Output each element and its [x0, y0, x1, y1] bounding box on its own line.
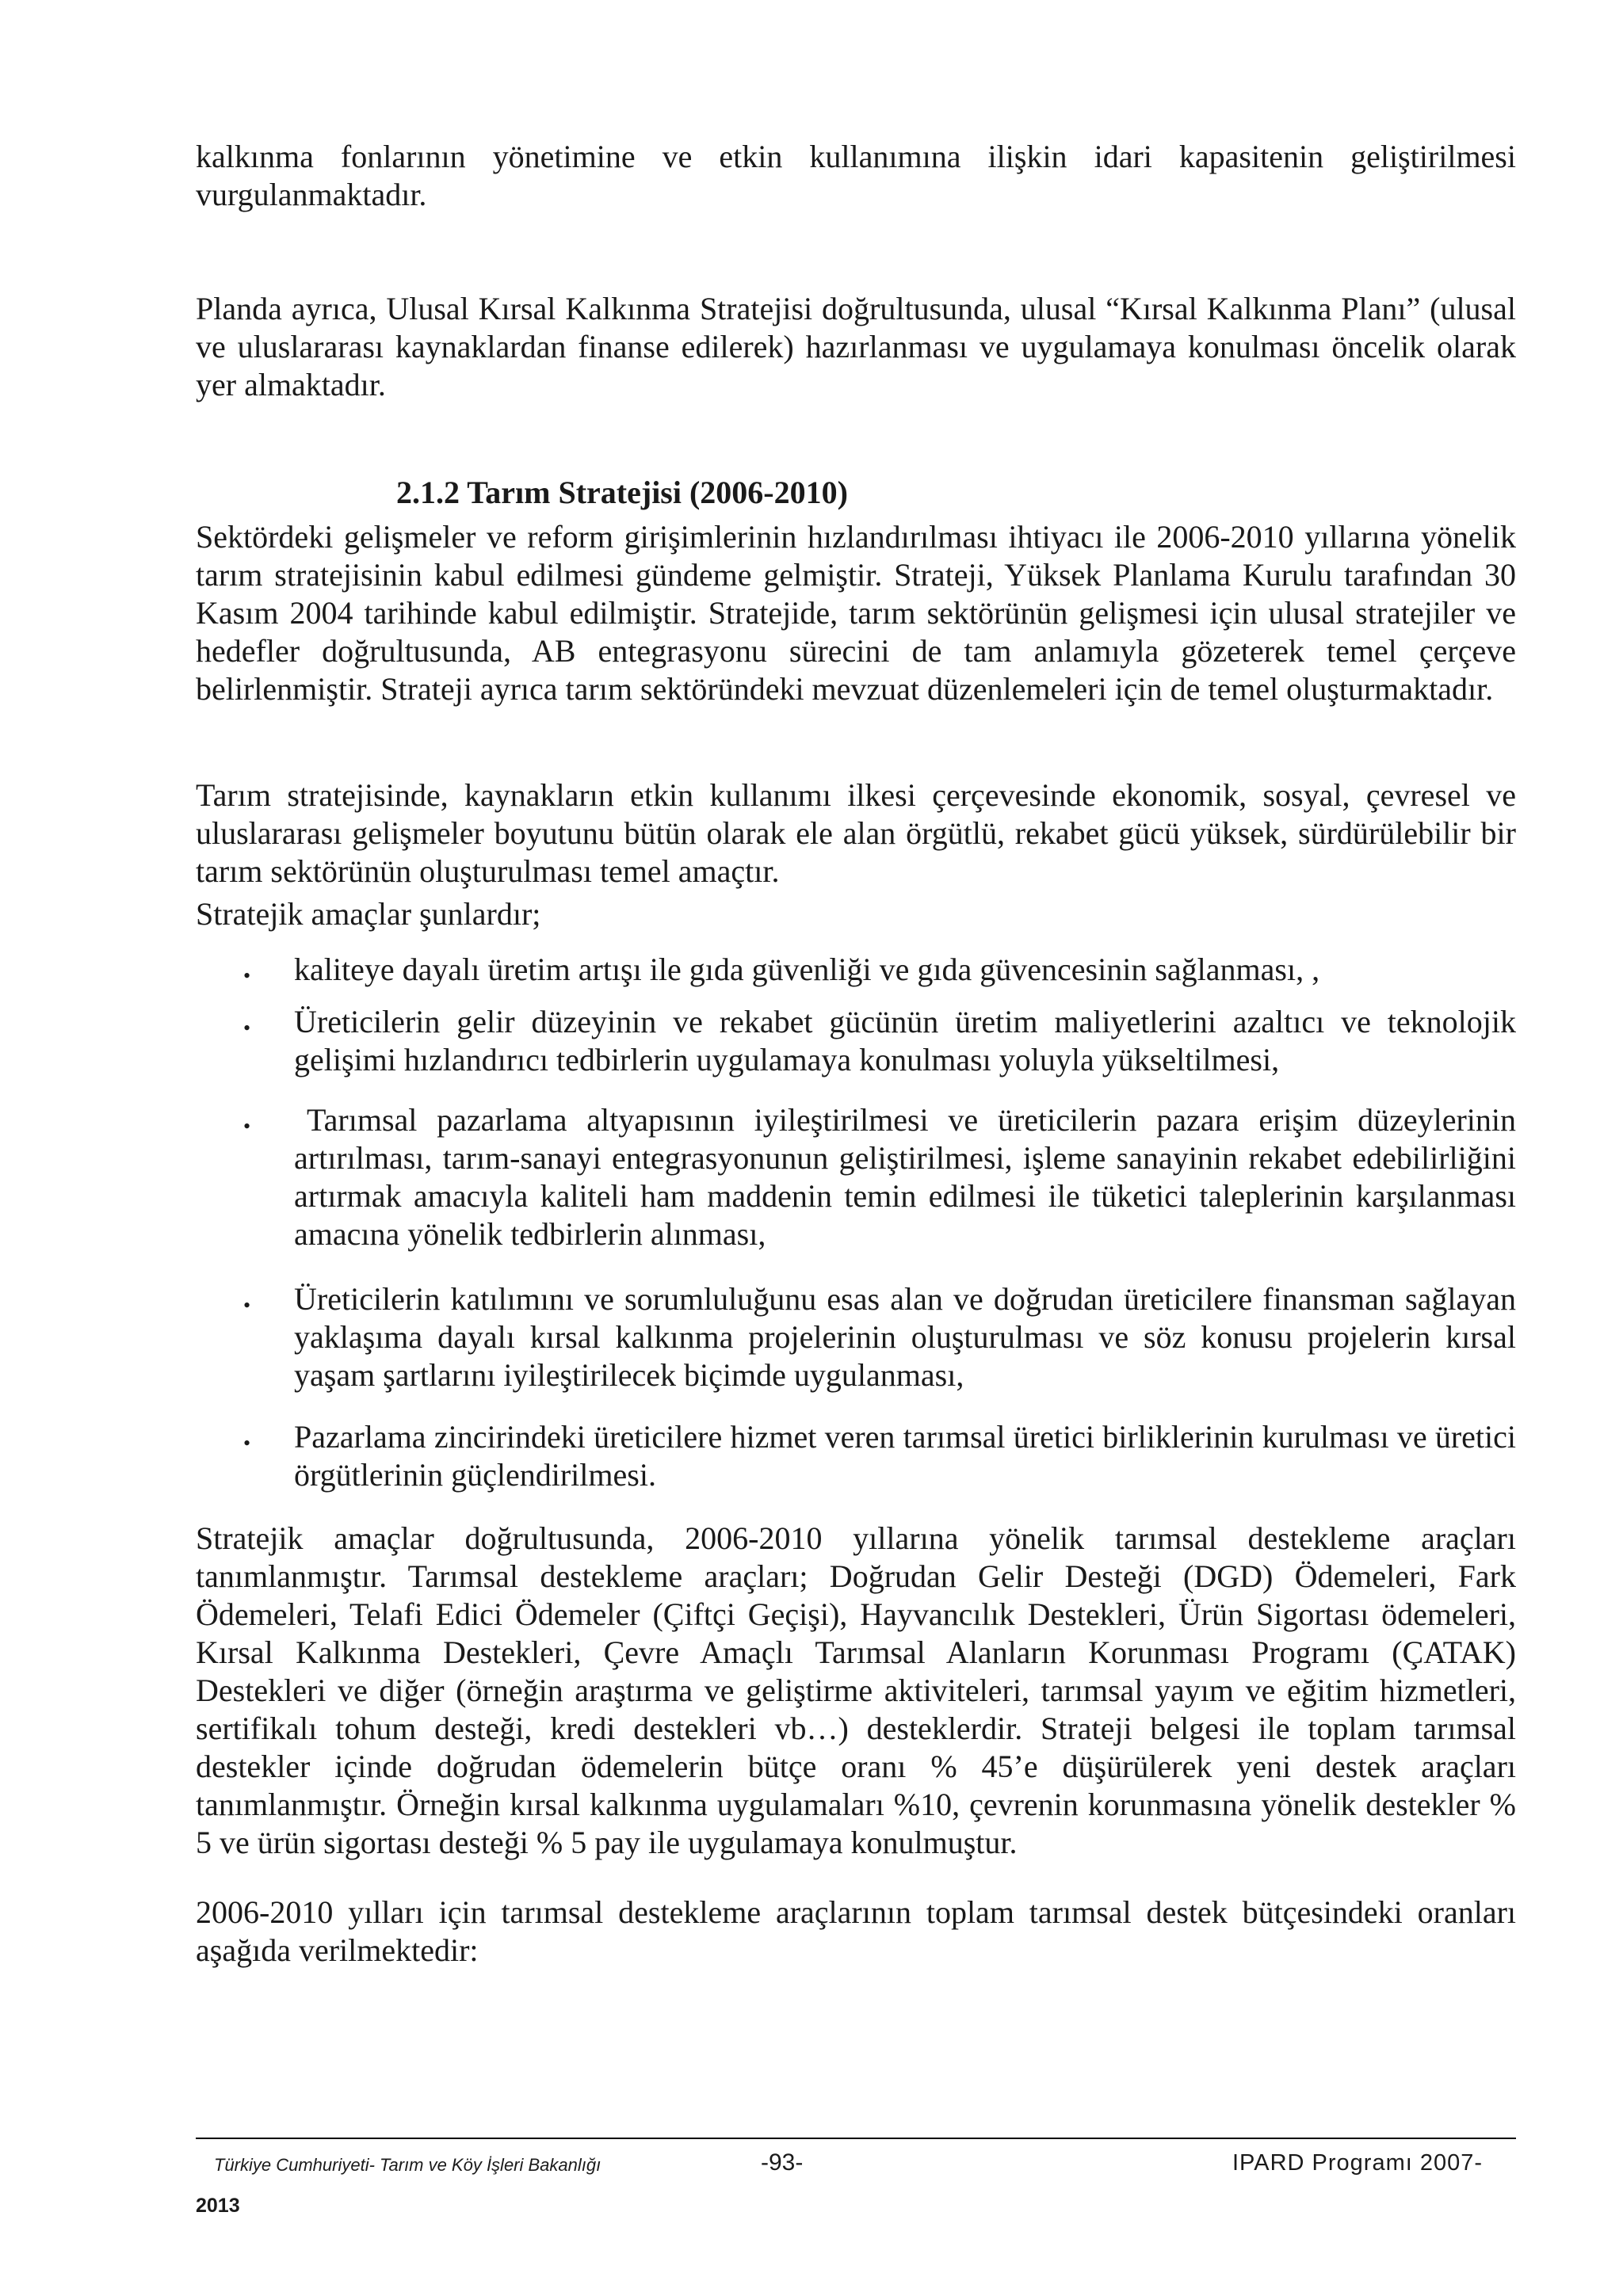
paragraph-support-ratios: 2006-2010 yılları için tarımsal destekleme araçlarının toplam tarımsal destek bütçesindeki oranları aşağıda verilmektedir: — [196, 1894, 1516, 1968]
paragraph-strategy-intro: Sektördeki gelişmeler ve reform girişimlerinin hızlandırılması ihtiyacı ile 2006-2010 yıllarına yönelik tarım stratejisinin kabul edilmesi gündeme gelmiştir. Strateji, Yüksek Planlama Kurulu tarafından 30 Kasım 2004 tarihinde kabul edilmiştir. Stratejide, tarım sektörünün gelişmesi için ulusal stratejiler ve hedefler doğrultusunda, AB entegrasyonu sürecini de tam anlamıyla gözeterek temel çerçeve belirlenmiştir. Strateji ayrıca tarım sektöründeki mevzuat düzenlemeleri için de temel oluşturmaktadır. — [196, 519, 1516, 707]
paragraph-rural-plan: Planda ayrıca, Ulusal Kırsal Kalkınma Stratejisi doğrultusunda, ulusal “Kırsal Kalkınma Planı” (ulusal ve uluslararası kaynaklardan finanse edilerek) hazırlanması ve uygulamaya konulması öncelik olarak yer almaktadır. — [196, 291, 1516, 402]
bullet-icon: • — [243, 1115, 251, 1138]
bullet-icon: • — [243, 1294, 251, 1317]
bullet-icon: • — [243, 1016, 251, 1039]
list-item-text: Üreticilerin gelir düzeyinin ve rekabet gücünün üretim maliyetlerini azaltıcı ve teknolojik gelişimi hızlandırıcı tedbirlerin uygulamaya konulması yoluyla yükseltilmesi, — [294, 1004, 1516, 1077]
footer-program-title: IPARD Programı 2007- — [1232, 2150, 1484, 2176]
list-item-text: Pazarlama zincirindeki üreticilere hizmet veren tarımsal üretici birliklerinin kurulması ve üretici örgütlerinin güçlendirilmesi. — [294, 1419, 1516, 1493]
bullet-icon: • — [243, 964, 251, 987]
list-item-text: Tarımsal pazarlama altyapısının iyileştirilmesi ve üreticilerin pazara erişim düzeylerinin artırılması, tarım-sanayi entegrasyonunun geliştirilmesi, işleme sanayinin rekabet edebilirliğini artırmak amacıyla kaliteli ham maddenin temin edilmesi ile tüketici taleplerinin karşılanması amacına yönelik tedbirlerin alınması, — [294, 1102, 1516, 1252]
list-item-text: Üreticilerin katılımını ve sorumluluğunu esas alan ve doğrudan üreticilere finansman sağlayan yaklaşıma dayalı kırsal kalkınma projelerinin oluşturulması ve söz konusu projelerin kırsal yaşam şartlarını iyileştirilecek biçimde uygulanması, — [294, 1281, 1516, 1393]
footer-ministry: Türkiye Cumhuriyeti- Tarım ve Köy İşleri Bakanlığı — [214, 2155, 601, 2175]
bullet-icon: • — [243, 1432, 251, 1455]
objectives-intro: Stratejik amaçlar şunlardır; — [196, 896, 541, 932]
page-number: -93- — [761, 2149, 804, 2176]
footer-program-year: 2013 — [196, 2195, 240, 2217]
paragraph-support-tools: Stratejik amaçlar doğrultusunda, 2006-2010 yıllarına yönelik tarımsal destekleme araçları tanımlanmıştır. Tarımsal destekleme araçları; Doğrudan Gelir Desteği (DGD) Ödemeleri, Fark Ödemeleri, Telafi Edici Ödemeler (Çiftçi Geçişi), Hayvancılık Destekleri, Ürün Sigortası ödemeleri, Kırsal Kalkınma Destekleri, Çevre Amaçlı Tarımsal Alanların Korunması Programı (ÇATAK) Destekleri ve diğer (örneğin araştırma ve geliştirme aktiviteleri, tarımsal yayım ve eğitim hizmetleri, sertifikalı tohum desteği, kredi destekleri vb…) desteklerdir. Strateji belgesi ile toplam tarımsal destekler içinde doğrudan ödemelerin bütçe oranı % 45’e düşürülerek yeni destek araçları tanımlanmıştır. Örneğin kırsal kalkınma uygulamaları %10, çevrenin korunmasına yönelik destekler % 5 ve ürün sigortası desteği % 5 pay ile uygulamaya konulmuştur. — [196, 1520, 1516, 1860]
footer-divider — [196, 2138, 1516, 2139]
section-heading: 2.1.2 Tarım Stratejisi (2006-2010) — [396, 475, 848, 510]
paragraph-strategy-goal: Tarım stratejisinde, kaynakların etkin kullanımı ilkesi çerçevesinde ekonomik, sosyal, çevresel ve uluslararası gelişmeler boyutunu bütün olarak ele alan örgütlü, rekabet gücü yüksek, sürdürülebilir bir tarım sektörünün oluşturulması temel amaçtır. — [196, 777, 1516, 889]
list-item-text: kaliteye dayalı üretim artışı ile gıda güvenliği ve gıda güvencesinin sağlanması, , — [294, 952, 1320, 987]
paragraph-fund-management: kalkınma fonlarının yönetimine ve etkin kullanımına ilişkin idari kapasitenin geliştirilmesi vurgulanmaktadır. — [196, 139, 1516, 212]
